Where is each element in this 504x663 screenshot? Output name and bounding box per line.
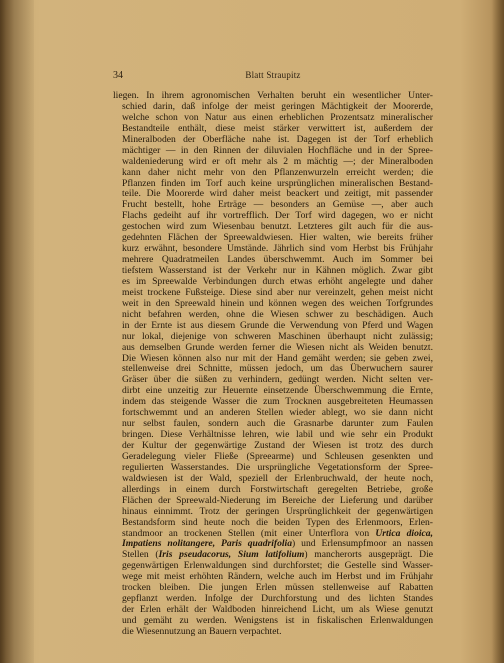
text-line-content: ) mancherorts ausgeprägt. Die [304,549,433,561]
text-line-content: gepflanzt werden. Infolge der Durchforstung und des lichten Standes [122,593,433,605]
page-gutter-shadow [0,0,34,663]
text-line-content: kurz erwähnt, besondere Umstände. Jährlich sind vom Herbst bis Frühjahr [122,243,433,255]
text-line-content: gegenwärtigen Erlenwaldungen sind durchforstet; die Gestelle sind Wasser- [122,560,433,572]
text-line-content: Die Wiesen können also nur mit der Hand gemäht werden; sie geben zwei, [122,352,433,364]
text-line-content: regulierten Wasserstandes. Die ursprüngliche Vegetationsform der Spree- [122,461,433,473]
text-line-content: bringen. Diese Verhältnisse lehren, wie labil und wie sehr ein Produkt [122,429,433,441]
page-number: 34 [113,70,123,81]
text-line-content: wege mit meist erhöhten Rändern, welche auch im Herbst und im Frühjahr [122,571,433,583]
species-name: Iris pseudacorus, Sium latifolium [158,549,305,561]
text-line-content: Bestandteile enthält, diese meist stärker verwittert ist, außerdem der [122,122,433,134]
text-line-content: Gräser über die süßen zu verhindern, gedüngt werden. Nicht selten ver- [122,374,433,386]
text-line-content: nicht befahren werden, ohne die Wiesen schwer zu beschädigen. Auch [122,308,433,320]
text-line-content: es im Spreewalde Verbindungen durch etwas erhöht angelegte und daher [122,275,433,287]
text-line-content: waldeniederung wird er oft mehr als 2 m mächtig —; der Mineralboden [122,155,433,167]
text-line-content: die Wiesennutzung an Bauern verpachtet. [122,625,282,637]
text-line-content: welche schon von Natur aus einen erheblichen Prozentsatz mineralischer [122,111,433,123]
text-line-content: der Kultur der gegenwärtige Zustand der Wiesen ist trotz des durch [122,440,433,451]
text-line-content: waldwiesen ist der Wald, speziell der Erlenbruchwald, der heute noch, [122,472,433,484]
text-line-content: Stellen ( [122,549,159,561]
text-line-content: weit in den Spreewald hinein und können wegen des weichen Torfgrundes [122,297,433,309]
text-line-content: Bestandsform sind heute noch die beiden Typen des Erlenmoors, Erlen- [122,516,433,528]
text-line-content: aus demselben Grunde werden ferner die Wiesen nicht als Weiden benutzt. [122,341,433,353]
text-line-content: allerdings in einem durch Forstwirtschaft geregelten Betriebe, große [122,483,433,495]
species-name: Urtica dioica, [375,527,433,539]
text-line-content: kann daher nicht mehr von den Pflanzenwurzeln erreicht werden; die [122,166,433,178]
text-line-content: Frucht bestellt, hohe Erträge — besonders an Gemüse —, aber auch [122,199,433,211]
text-line-content: nur selbst faulen, sondern auch die Grasnarbe darunter zum Faulen [122,418,433,430]
text-line-content: mehrere Quadratmeilen Landes überschwemmt. Auch im Sommer bei [122,254,433,266]
body-text [113,91,433,638]
text-line-content: fortschwemmt und an anderen Stellen wieder ablegt, wo sie dann nicht [122,407,433,419]
text-line-content: hinaus einnimmt. Trotz der geringen Ursprünglichkeit der gegenwärtigen [122,505,433,517]
text-line-content: teile. Die Moorerde wird daher meist beackert und zeitigt, mit passender [122,188,433,200]
text-line-content: liegen. In ihrem agronomischen Verhalten beruht ein wesentlicher Unter- [113,90,433,101]
text-line [113,627,433,638]
page-header [113,70,433,84]
text-line-content: der Erlen erhält der Waldboden hinreichend Licht, um als Wiese genutzt [122,604,433,616]
species-name: Impatiens nolitangere, Paris quadrifolia [122,538,293,550]
text-line-content: stellenweise drei Schnitte, müssen jedoch, um das Überwuchern saurer [122,363,433,375]
text-line-content: Geradelegung vieler Fließe (Spreearme) und Schleusen gesenkten und [122,450,433,462]
text-line-content: in der Ernte ist aus diesem Grunde die Verwendung von Pferd und Wagen [122,319,433,331]
text-line-content: schied darin, daß infolge der meist geringen Mächtigkeit der Moorerde, [122,100,433,112]
running-head: Blatt Straupitz [245,70,301,80]
text-line-content: dirbt eine unzeitig zur Heuernte einsetzende Überschwemmung die Ernte, [122,385,433,397]
text-line-content: Mineralboden der Oberfläche nahe ist. Dagegen ist der Torf erheblich [122,133,433,145]
text-line-content: Flachs gedeiht auf ihr vortrefflich. Der Torf wird dagegen, wo er nicht [122,210,433,222]
text-line-content: ) und Erlensumpfmoor an nassen [292,538,433,550]
text-line-content: gedehnten Flächen der Spreewaldwiesen. Hier walten, wie bereits früher [122,232,433,244]
text-line-content: Flächen der Spreewald-Niederung im Bereiche der Lieferung und darüber [122,494,433,506]
text-line-content: trocken bleiben. Die jungen Erlen müssen stellenweise auf Rabatten [122,582,433,594]
text-line-content: meist trockene Fußsteige. Diese sind aber nur vereinzelt, gehen meist nicht [122,286,433,298]
text-line-content: und gemäht zu werden. Wenigstens ist in fiskalischen Erlenwaldungen [122,615,433,626]
text-line-content: standmoor an trockenen Stellen (mit einer Unterflora von [122,527,376,539]
text-line-content: tiefstem Wasserstand ist der Verkehr nur in Kähnen möglich. Zwar gibt [122,265,433,276]
text-line-content: indem das steigende Wasser die zum Trocknen ausgebreiteten Heumassen [122,396,433,408]
text-line-content: Pflanzen finden im Torf auch keine ursprünglichen mineralischen Bestand- [122,177,433,189]
text-line-content: nur lokal, diejenige von schweren Maschinen überhaupt nicht zulässig; [122,330,433,342]
text-line-content: mächtiger — in den Rinnen der diluvialen Hochfläche und in der Spree- [122,144,433,156]
page-edge-shadow [492,0,504,663]
text-line-content: gestochen wird zum Wiesenbau benutzt. Letzteres gilt auch für die aus- [122,221,433,233]
